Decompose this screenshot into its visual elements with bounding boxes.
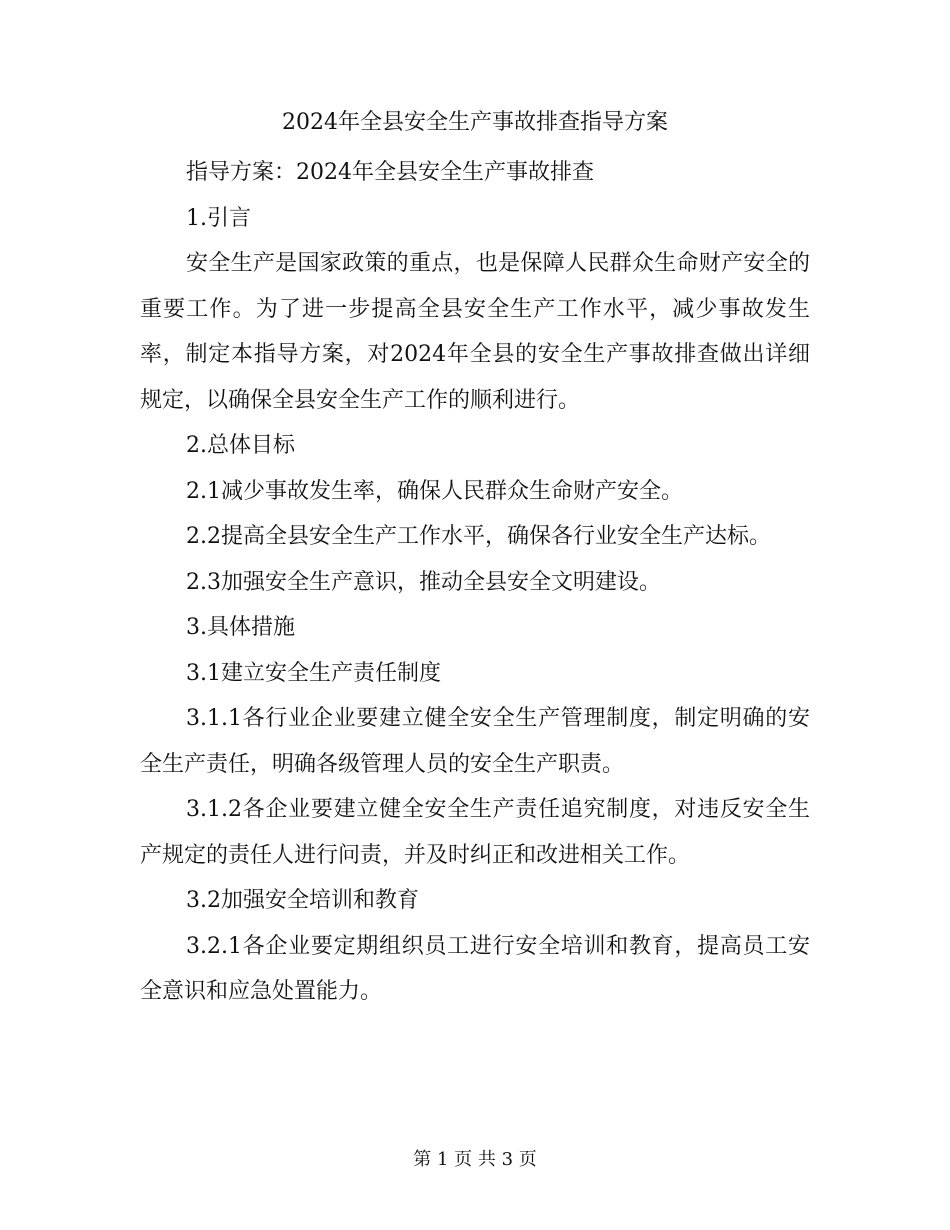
plan-heading: 指导方案：2024年全县安全生产事故排查: [186, 160, 594, 185]
section-heading-measures: 3.具体措施: [186, 615, 295, 640]
measure-item-3-2-1: 3.2.1各企业要定期组织员工进行安全培训和教育，提高员工安全意识和应急处置能力。: [140, 933, 810, 1004]
introduction-paragraph: 安全生产是国家政策的重点，也是保障人民群众生命财产安全的重要工作。为了进一步提高全县安全生产工作水平，减少事故发生率，制定本指导方案，对2024年全县的安全生产事故排查做出详细规定，以确保全县安全生产工作的顺利进行。: [140, 251, 810, 413]
goal-item-2-2: 2.2提高全县安全生产工作水平，确保各行业安全生产达标。: [186, 524, 771, 549]
goal-item-2-1: 2.1减少事故发生率，确保人民群众生命财产安全。: [186, 478, 683, 504]
subsection-heading-3-1: 3.1建立安全生产责任制度: [186, 660, 441, 686]
measure-item-3-1-2: 3.1.2各企业要建立健全安全生产责任追究制度，对违反安全生产规定的责任人进行问责，并及时纠正和改进相关工作。: [140, 797, 810, 868]
subsection-heading-3-2: 3.2加强安全培训和教育: [186, 888, 419, 913]
measure-item-3-1-1: 3.1.1各行业企业要建立健全安全生产管理制度，制定明确的安全生产责任，明确各级管理人员的安全生产职责。: [140, 706, 810, 777]
goal-item-2-3: 2.3加强安全生产意识，推动全县安全文明建设。: [186, 569, 661, 595]
page-footer: 第 1 页 共 3 页: [413, 1149, 537, 1170]
section-heading-overall-goals: 2.总体目标: [186, 433, 295, 458]
section-heading-introduction: 1.引言: [186, 205, 251, 231]
document-body: [140, 150, 810, 1015]
document-title: 2024年全县安全生产事故排查指导方案: [282, 110, 668, 135]
